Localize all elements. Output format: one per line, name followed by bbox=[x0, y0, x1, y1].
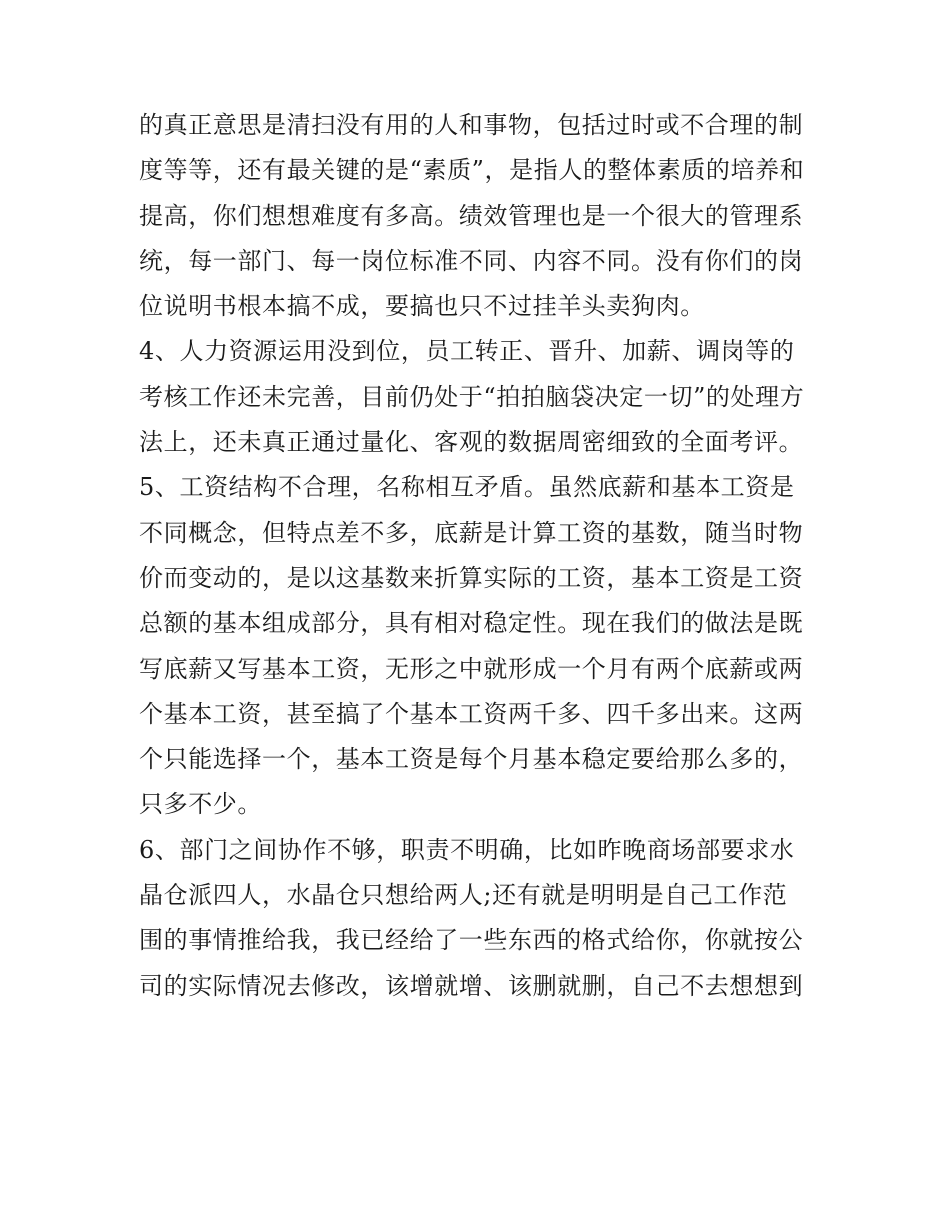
text-line: 不同概念，但特点差不多，底薪是计算工资的基数，随当时物 bbox=[139, 518, 804, 547]
document-body bbox=[139, 103, 819, 1009]
text-line: 围的事情推给我，我已经给了一些东西的格式给你，你就按公 bbox=[139, 926, 804, 955]
text-line: 只多不少。 bbox=[139, 790, 262, 819]
text-line: 写底薪又写基本工资，无形之中就形成一个月有两个底薪或两 bbox=[139, 654, 804, 683]
text-line: 个只能选择一个，基本工资是每个月基本稳定要给那么多的， bbox=[139, 745, 804, 774]
text-line: 提高，你们想想难度有多高。绩效管理也是一个很大的管理系 bbox=[139, 201, 804, 230]
text-line: 的真正意思是清扫没有用的人和事物，包括过时或不合理的制 bbox=[139, 111, 804, 139]
text-line: 4、人力资源运用没到位，员工转正、晋升、加薪、调岗等的 bbox=[139, 337, 795, 366]
text-line: 5、工资结构不合理，名称相互矛盾。虽然底薪和基本工资是 bbox=[139, 473, 795, 502]
text-line: 统，每一部门、每一岗位标准不同、内容不同。没有你们的岗 bbox=[139, 246, 804, 275]
text-line: 个基本工资，甚至搞了个基本工资两千多、四千多出来。这两 bbox=[139, 699, 804, 728]
text-line: 位说明书根本搞不成，要搞也只不过挂羊头卖狗肉。 bbox=[139, 292, 705, 321]
text-line: 6、部门之间协作不够，职责不明确，比如昨晚商场部要求水 bbox=[139, 835, 795, 864]
text-line: 价而变动的，是以这基数来折算实际的工资，基本工资是工资 bbox=[139, 563, 804, 592]
text-line: 晶仓派四人，水晶仓只想给两人;还有就是明明是自己工作范 bbox=[139, 881, 788, 910]
text-line: 司的实际情况去修改，该增就增、该删就删，自己不去想想到 bbox=[139, 971, 804, 1000]
text-line: 总额的基本组成部分，具有相对稳定性。现在我们的做法是既 bbox=[139, 609, 804, 638]
text-line: 度等等，还有最关键的是“素质”，是指人的整体素质的培养和 bbox=[139, 156, 805, 185]
text-line: 考核工作还未完善，目前仍处于“拍拍脑袋决定一切”的处理方 bbox=[139, 382, 805, 411]
text-line: 法上，还未真正通过量化、客观的数据周密细致的全面考评。 bbox=[139, 428, 804, 457]
